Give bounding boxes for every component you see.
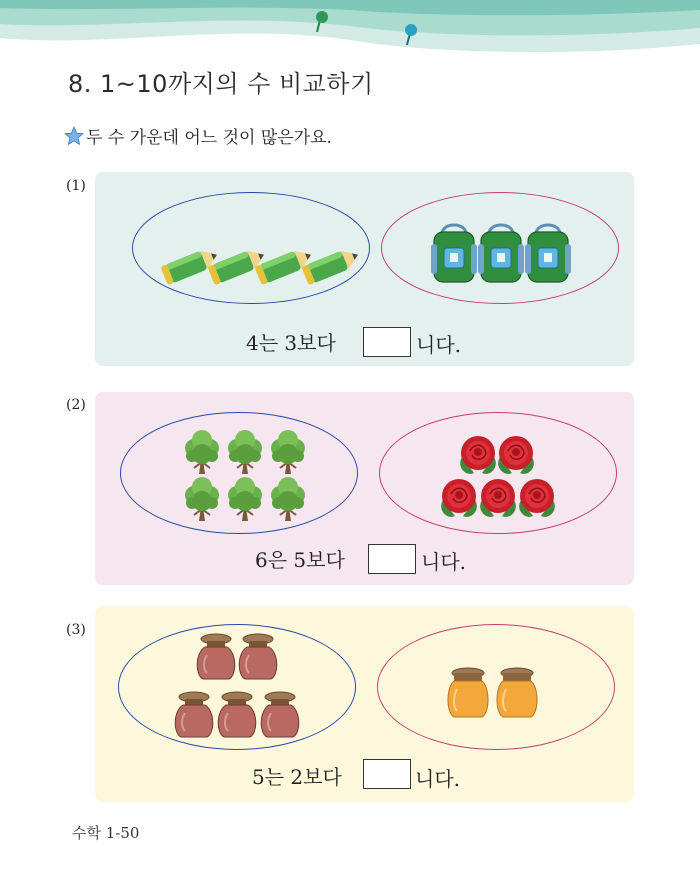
question-panel-3 bbox=[95, 606, 634, 802]
comparison-sentence-end: 니다. bbox=[421, 550, 466, 574]
tree-icon bbox=[185, 430, 219, 474]
rose-icon bbox=[498, 436, 534, 474]
left-group-oval bbox=[120, 412, 358, 534]
brown-jar-icon bbox=[239, 634, 277, 679]
comparison-sentence-end: 니다. bbox=[415, 767, 460, 791]
backpack-icon bbox=[525, 225, 571, 282]
brown-jar-icon bbox=[175, 692, 213, 737]
brown-jar-icon bbox=[261, 692, 299, 737]
comparison-sentence-start: 5는 2보다 bbox=[252, 765, 342, 789]
rose-icon bbox=[460, 436, 496, 474]
tree-icon bbox=[271, 477, 305, 521]
answer-box-3[interactable] bbox=[363, 759, 411, 789]
question-number-1: (1) bbox=[66, 178, 86, 194]
right-group-oval bbox=[377, 624, 615, 750]
comparison-sentence-end: 니다. bbox=[416, 333, 461, 357]
honey-jar-icon bbox=[448, 668, 488, 717]
tree-icon bbox=[271, 430, 305, 474]
answer-box-1[interactable] bbox=[363, 327, 411, 357]
question-panel-2 bbox=[95, 392, 634, 585]
instruction-text: 두 수 가운데 어느 것이 많은가요. bbox=[86, 128, 332, 148]
backpack-icon bbox=[478, 225, 524, 282]
tree-icon bbox=[228, 477, 262, 521]
brown-jar-icon bbox=[197, 634, 235, 679]
comparison-sentence-start: 6은 5보다 bbox=[255, 548, 345, 572]
header-decoration bbox=[0, 0, 700, 60]
lesson-title: 8. 1~10까지의 수 비교하기 bbox=[68, 70, 374, 98]
question-panel-1 bbox=[95, 172, 634, 366]
right-group-oval bbox=[381, 192, 619, 304]
left-group-oval bbox=[132, 192, 370, 304]
instruction bbox=[64, 123, 332, 148]
rose-icon bbox=[480, 479, 516, 517]
tree-icon bbox=[185, 477, 219, 521]
answer-box-2[interactable] bbox=[368, 544, 416, 574]
tree-icon bbox=[228, 430, 262, 474]
comparison-sentence-start: 4는 3보다 bbox=[246, 331, 336, 355]
rose-icon bbox=[441, 479, 477, 517]
question-number-3: (3) bbox=[66, 622, 86, 638]
left-group-oval bbox=[118, 624, 356, 750]
page-footer: 수학 1-50 bbox=[72, 824, 140, 842]
star-icon bbox=[64, 126, 84, 146]
rose-icon bbox=[519, 479, 555, 517]
right-group-oval bbox=[379, 412, 617, 534]
pencil-icon bbox=[301, 246, 361, 286]
brown-jar-icon bbox=[218, 692, 256, 737]
question-number-2: (2) bbox=[66, 397, 86, 413]
backpack-icon bbox=[431, 225, 477, 282]
honey-jar-icon bbox=[497, 668, 537, 717]
